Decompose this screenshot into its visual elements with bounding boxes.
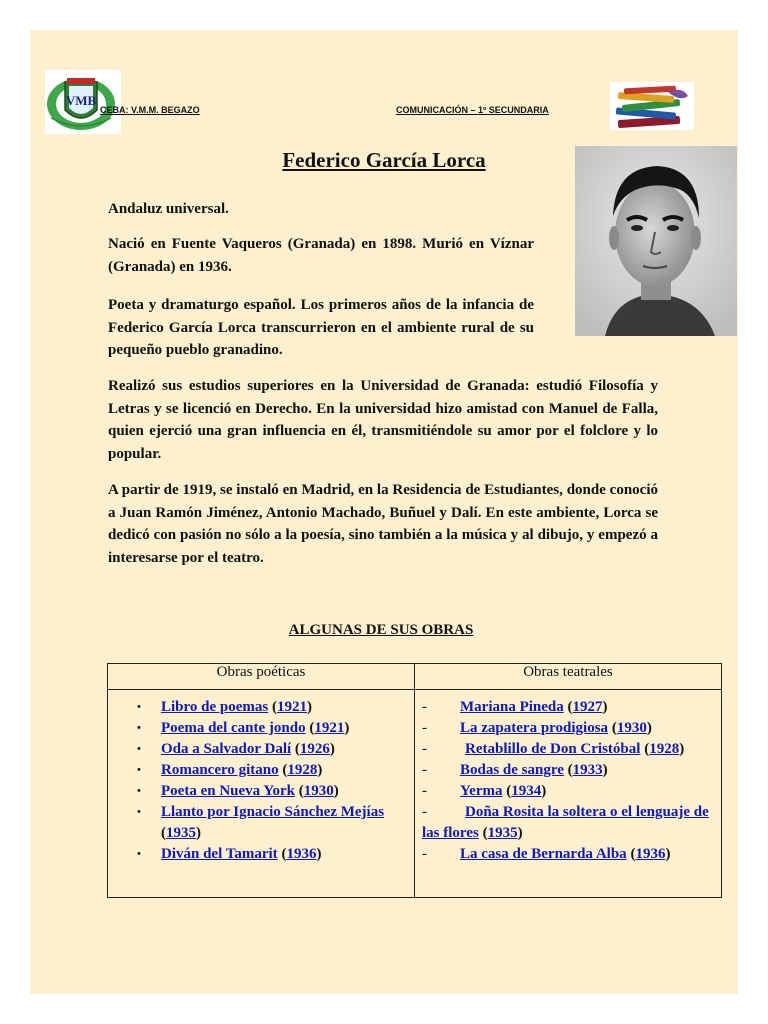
books-stack-icon (610, 82, 694, 130)
list-item: • Diván del Tamarit (1936) (109, 844, 413, 865)
portrait-photo (575, 146, 737, 336)
list-item: - Bodas de sangre (1933) (416, 760, 720, 781)
poetic-works-cell (108, 690, 415, 898)
intro-paragraph-3: Poeta y dramaturgo español. Los primeros años de la infancia de Federico García Lorca transcurrieron en el ambiente rural de su pequeño pueblo granadino. (108, 297, 534, 358)
list-item: - Yerma (1934) (416, 781, 720, 802)
madrid-paragraph: A partir de 1919, se instaló en Madrid, en la Residencia de Estudiantes, donde conoció a Juan Ramón Jiménez, Antonio Machado, Buñuel y Dalí. En este ambiente, Lorca se dedicó con pasión no sólo a la poesía, sino también a la música y al dibujo, y empezó a interesarse por el teatro. (108, 482, 658, 566)
work-link[interactable]: Romancero gitano (161, 762, 279, 778)
work-link[interactable]: Mariana Pineda (460, 699, 564, 715)
works-section-title: ALGUNAS DE SUS OBRAS (288, 622, 474, 638)
bullet-icon: • (137, 785, 141, 797)
dash-marker: - (422, 741, 427, 757)
list-item: • Libro de poemas (1921) (109, 697, 413, 718)
works-table (107, 663, 722, 898)
work-link[interactable]: Oda a Salvador Dalí (161, 741, 292, 757)
list-item: - La zapatera prodigiosa (1930) (416, 718, 720, 739)
course-name: COMUNICACIÓN – 1º SECUNDARIA (396, 105, 549, 115)
dash-marker: - (422, 699, 427, 715)
bullet-icon: • (137, 722, 141, 734)
year-link[interactable]: 1927 (572, 699, 603, 715)
bullet-icon: • (137, 764, 141, 776)
list-item: • Romancero gitano (1928) (109, 760, 413, 781)
intro-paragraph-1: Andaluz universal. (108, 201, 229, 217)
year-link[interactable]: 1928 (287, 762, 318, 778)
year-link[interactable]: 1921 (276, 699, 307, 715)
education-paragraph: Realizó sus estudios superiores en la Universidad de Granada: estudió Filosofía y Letras y se licenció en Derecho. En la universidad hizo amistad con Manuel de Falla, quien ejerció una gran influencia en él, transmitiéndole su amor por el folclore y lo popular. (108, 378, 658, 462)
poetic-works-list (109, 697, 413, 865)
work-link[interactable]: Poeta en Nueva York (161, 783, 296, 799)
list-item: • Oda a Salvador Dalí (1926) (109, 739, 413, 760)
theatre-works-list (416, 697, 720, 865)
work-link[interactable]: Libro de poemas (161, 699, 269, 715)
list-item: - Doña Rosita la soltera o el lenguaje de las flores (1935) (422, 804, 709, 841)
svg-text:VMB: VMB (65, 93, 97, 108)
bullet-icon: • (137, 806, 141, 818)
list-item: - La casa de Bernarda Alba (1936) (416, 844, 720, 865)
work-link[interactable]: Yerma (460, 783, 503, 799)
page-title: Federico García Lorca (282, 148, 486, 172)
work-link[interactable]: Retablillo de Don Cristóbal (465, 741, 641, 757)
work-link[interactable]: La zapatera prodigiosa (460, 720, 609, 736)
year-link[interactable]: 1935 (166, 825, 196, 841)
work-link[interactable]: Diván del Tamarit (161, 846, 278, 862)
list-item: • Llanto por Ignacio Sánchez Mejías (1935) (137, 804, 385, 841)
dash-marker: - (422, 762, 427, 778)
intro-paragraph-2: Nació en Fuente Vaqueros (Granada) en 1898. Murió en Víznar (Granada) en 1936. (108, 236, 534, 275)
year-link[interactable]: 1934 (511, 783, 542, 799)
work-link[interactable]: Doña Rosita la soltera o el lenguaje de las flores (422, 804, 709, 841)
work-link[interactable]: Poema del cante jondo (161, 720, 306, 736)
school-crest-icon (45, 70, 121, 134)
school-name: CEBA: V.M.M. BEGAZO (100, 105, 200, 115)
work-link[interactable]: Llanto por Ignacio Sánchez Mejías (161, 804, 385, 820)
year-link[interactable]: 1936 (635, 846, 666, 862)
year-link[interactable]: 1921 (314, 720, 345, 736)
dash-marker: - (422, 720, 427, 736)
year-link[interactable]: 1928 (649, 741, 680, 757)
list-item: - Retablillo de Don Cristóbal (1928) (422, 741, 685, 757)
bullet-icon: • (137, 743, 141, 755)
list-item: - Mariana Pineda (1927) (416, 697, 720, 718)
year-link[interactable]: 1930 (303, 783, 334, 799)
year-link[interactable]: 1936 (286, 846, 317, 862)
year-link[interactable]: 1933 (572, 762, 603, 778)
dash-marker: - (422, 804, 427, 820)
work-link[interactable]: Bodas de sangre (460, 762, 564, 778)
theatre-works-header: Obras teatrales (415, 664, 722, 690)
list-item: • Poeta en Nueva York (1930) (109, 781, 413, 802)
theatre-works-cell (415, 690, 722, 898)
dash-marker: - (422, 783, 427, 799)
poetic-works-header: Obras poéticas (108, 664, 415, 690)
bullet-icon: • (137, 848, 141, 860)
work-link[interactable]: La casa de Bernarda Alba (460, 846, 627, 862)
year-link[interactable]: 1930 (616, 720, 647, 736)
dash-marker: - (422, 846, 427, 862)
year-link[interactable]: 1926 (299, 741, 330, 757)
year-link[interactable]: 1935 (487, 825, 518, 841)
bullet-icon: • (137, 701, 141, 713)
list-item: • Poema del cante jondo (1921) (109, 718, 413, 739)
